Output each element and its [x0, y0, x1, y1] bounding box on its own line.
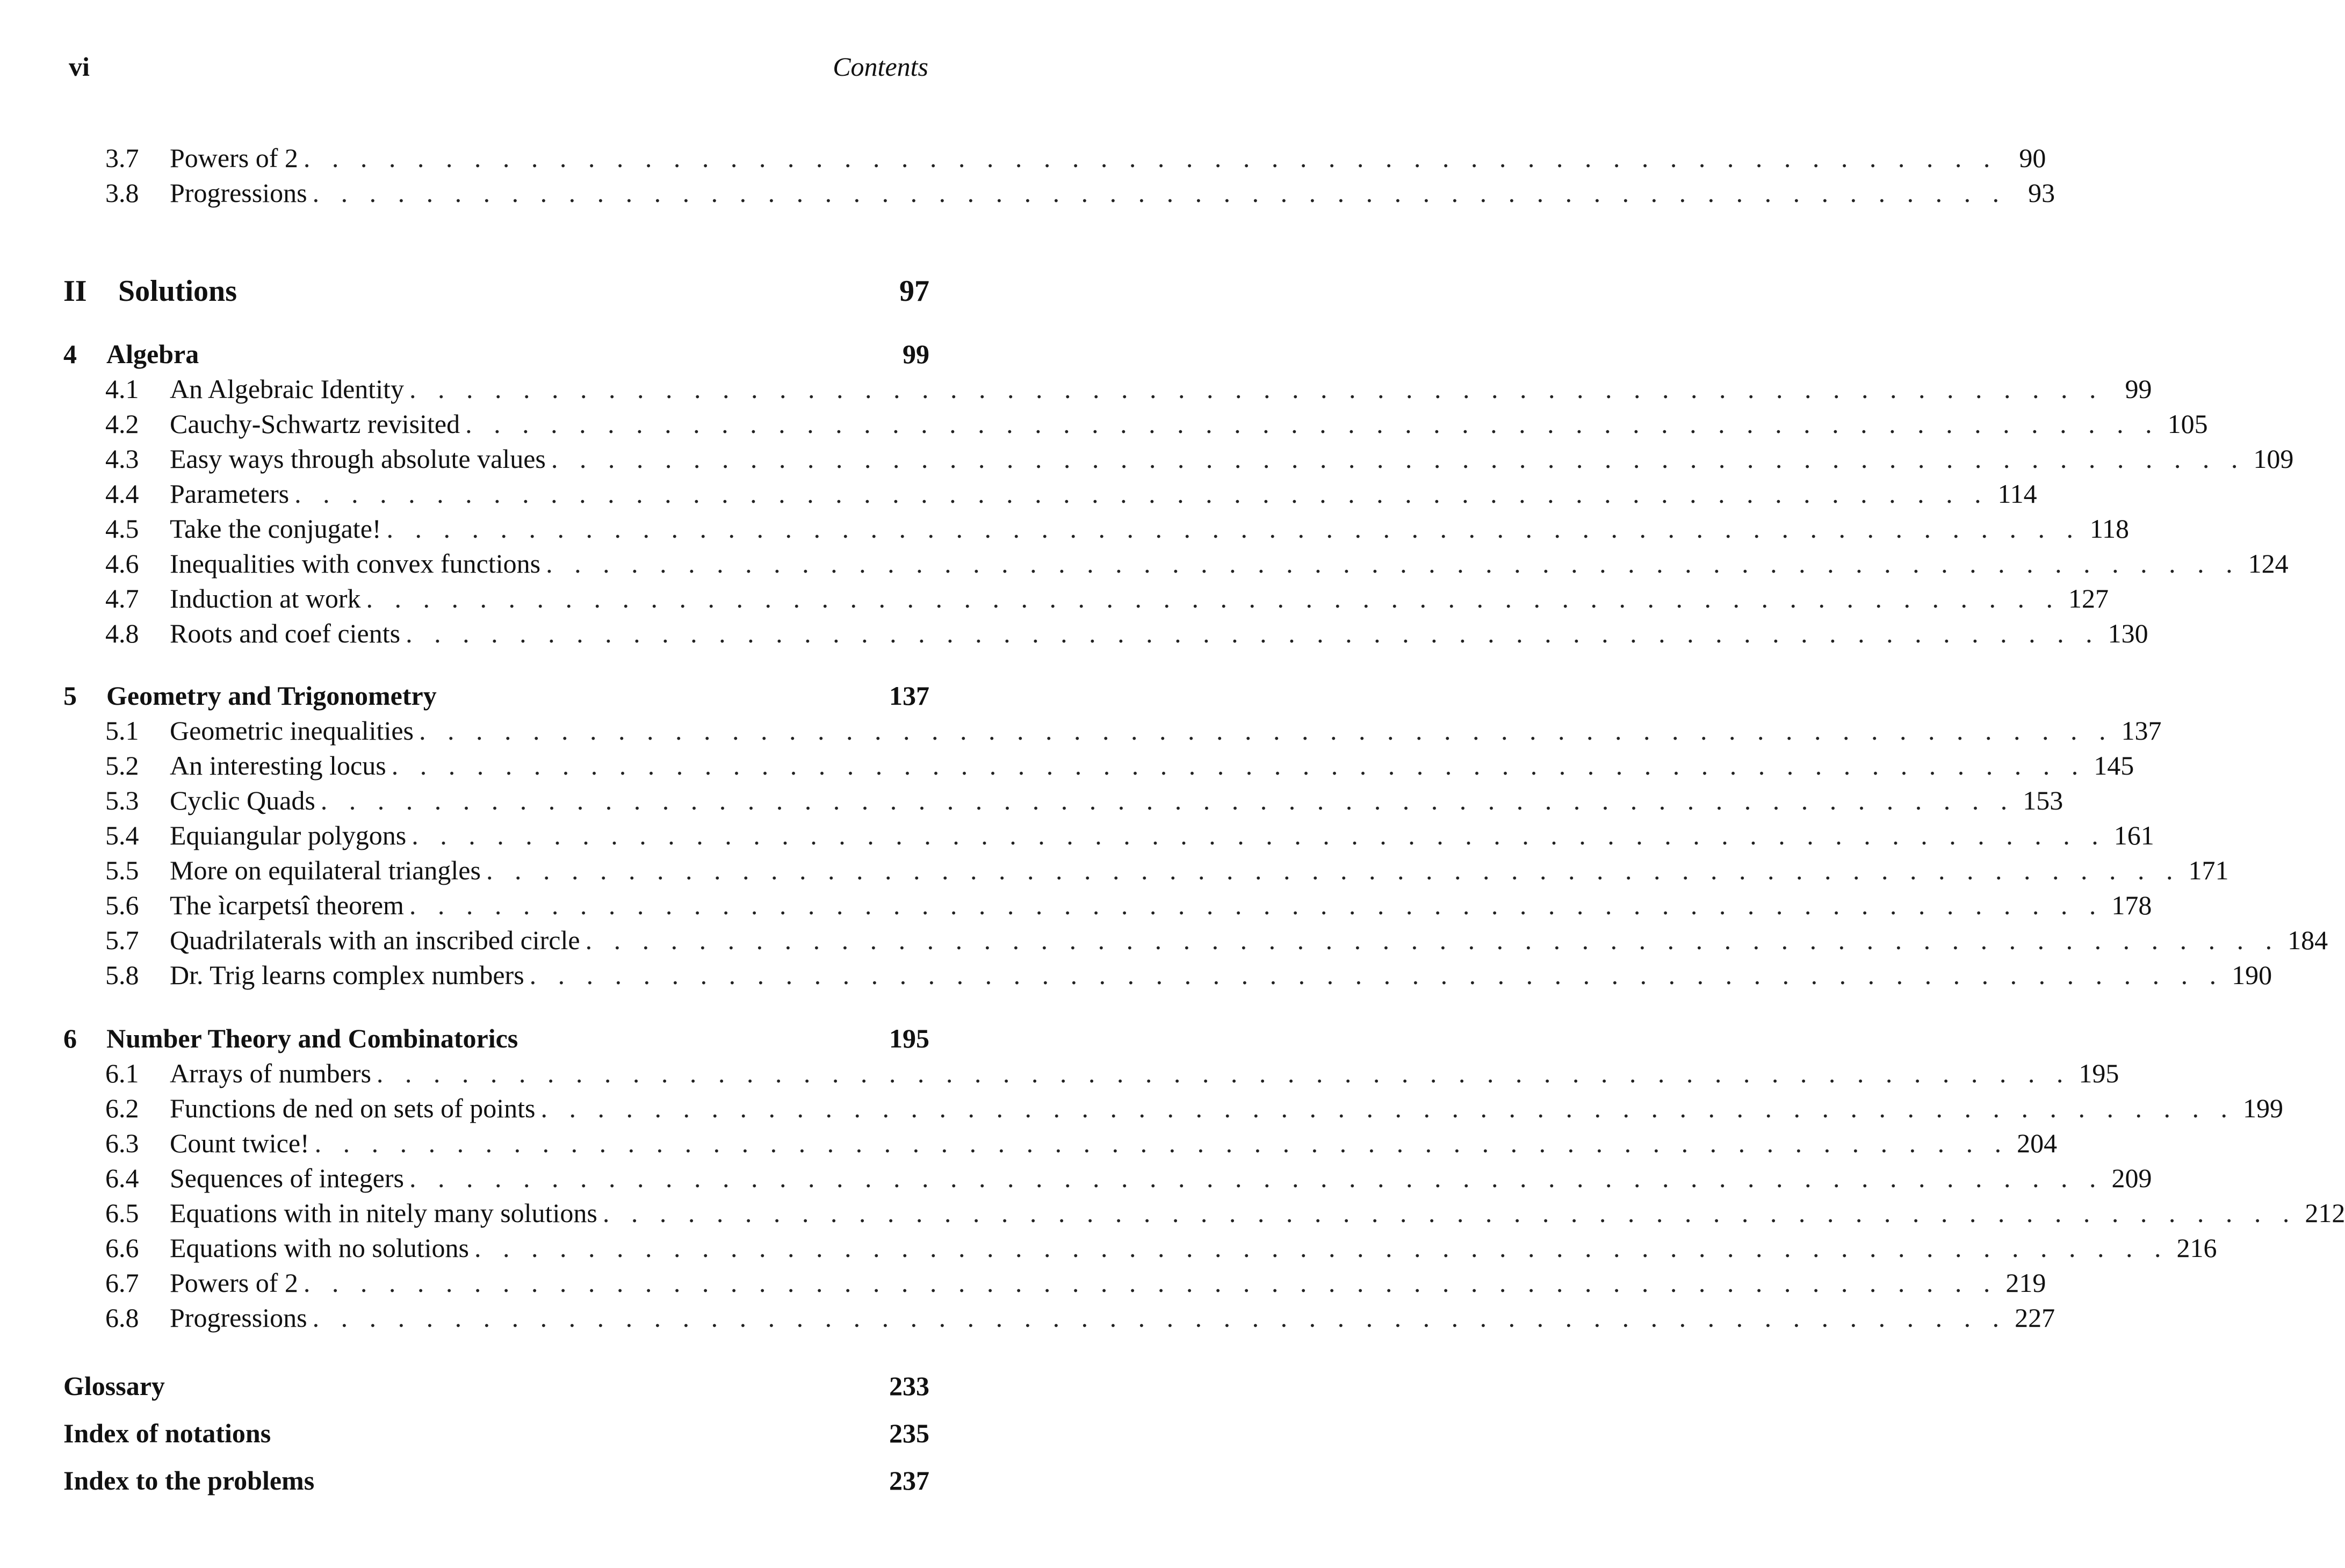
section-number: 6.2: [105, 1093, 139, 1123]
dot-leader: . . . . . . . . . . . . . . . . . . . . . . . . . . . . . . . . . . . . . . . . . . . . . . . . . . . . . . . . . . . .: [386, 514, 2081, 544]
backmatter-title: Index to the problems: [63, 1465, 315, 1495]
dot-leader: . . . . . . . . . . . . . . . . . . . . . . . . . . . . . . . . . . . . . . . . . . . . . . . . . . . . . . . . . . . .: [409, 1163, 2104, 1193]
section-page: 130: [2108, 618, 2148, 648]
section-page: 109: [2253, 444, 2294, 474]
dot-leader: . . . . . . . . . . . . . . . . . . . . . . . . . . . . . . . . . . . . . . . . . . . . . . . . . . . . . . . . . . . .: [314, 1128, 2009, 1158]
page-folio: vi: [69, 52, 90, 82]
section-title: Induction at work: [170, 583, 361, 613]
section-page: 90: [2019, 143, 2046, 173]
dot-leader: . . . . . . . . . . . . . . . . . . . . . . . . . . . . . . . . . . . . . . . . . . . . . . . . . . . . . . . . . . . .: [585, 925, 2280, 955]
dot-leader: . . . . . . . . . . . . . . . . . . . . . . . . . . . . . . . . . . . . . . . . . . . . . . . . . . . . . . . . . . . .: [419, 716, 2113, 746]
toc-chapter-block: [63, 1021, 2345, 1335]
section-title: Functions de ned on sets of points: [170, 1093, 536, 1123]
chapter-page: 137: [889, 681, 929, 711]
backmatter-page: 233: [889, 1371, 929, 1401]
section-title: Count twice!: [170, 1128, 309, 1158]
section-page: 212: [2305, 1198, 2345, 1228]
section-page: 145: [2094, 750, 2134, 781]
section-number: 4.2: [105, 409, 139, 439]
toc-section-entry[interactable]: [63, 581, 2109, 616]
dot-leader: . . . . . . . . . . . . . . . . . . . . . . . . . . . . . . . . . . . . . . . . . . . . . . . . . . . . . . . . . . . .: [486, 855, 2181, 885]
section-page: 153: [2023, 785, 2063, 815]
section-title: Equiangular polygons: [170, 820, 407, 850]
section-title: Powers of 2: [170, 143, 298, 173]
section-page: 190: [2232, 960, 2272, 990]
toc-section-entry[interactable]: [63, 141, 2046, 176]
dot-leader: . . . . . . . . . . . . . . . . . . . . . . . . . . . . . . . . . . . . . . . . . . . . . . . . . . . . . . . . . . . .: [303, 143, 1998, 173]
section-title: The ìcarpetsî theorem: [170, 890, 404, 920]
part-title: Solutions: [118, 274, 237, 308]
chapter-number: 4: [63, 339, 77, 369]
dot-leader: . . . . . . . . . . . . . . . . . . . . . . . . . . . . . . . . . . . . . . . . . . . . . . . . . . . . . . . . . . . .: [465, 409, 2160, 439]
section-title: Geometric inequalities: [170, 716, 414, 746]
section-page: 195: [2079, 1058, 2119, 1088]
toc-backmatter-entry[interactable]: [63, 1457, 929, 1504]
dot-leader: . . . . . . . . . . . . . . . . . . . . . . . . . . . . . . . . . . . . . . . . . . . . . . . . . . . . . . . . . . . .: [294, 479, 1989, 509]
toc-section-entry[interactable]: [63, 748, 2134, 783]
chapter-title: Number Theory and Combinatorics: [106, 1023, 518, 1053]
dot-leader: . . . . . . . . . . . . . . . . . . . . . . . . . . . . . . . . . . . . . . . . . . . . . . . . . . . . . . . . . . . .: [312, 1303, 2007, 1333]
part-number: II: [63, 274, 87, 308]
section-title: Progressions: [170, 178, 307, 208]
toc-section-entry[interactable]: [63, 888, 2152, 923]
section-page: 118: [2089, 514, 2130, 544]
toc-section-entry[interactable]: [63, 923, 2328, 958]
section-number: 6.6: [105, 1233, 139, 1263]
backmatter-page: 237: [889, 1465, 929, 1495]
section-title: Powers of 2: [170, 1268, 298, 1298]
section-page: 124: [2248, 548, 2289, 579]
section-title: Cauchy-Schwartz revisited: [170, 409, 460, 439]
section-page: 219: [2005, 1268, 2046, 1298]
section-number: 5.5: [105, 855, 139, 885]
toc-section-entry[interactable]: [63, 1231, 2217, 1266]
dot-leader: . . . . . . . . . . . . . . . . . . . . . . . . . . . . . . . . . . . . . . . . . . . . . . . . . . . . . . . . . . . .: [409, 890, 2104, 920]
section-title: Parameters: [170, 479, 290, 509]
section-title: Equations with no solutions: [170, 1233, 469, 1263]
toc-section-entry[interactable]: [63, 476, 2037, 511]
section-title: Inequalities with convex functions: [170, 548, 541, 579]
section-page: 216: [2176, 1233, 2217, 1263]
section-title: An Algebraic Identity: [170, 374, 404, 404]
chapter-number: 5: [63, 681, 77, 711]
section-page: 204: [2017, 1128, 2058, 1158]
dot-leader: . . . . . . . . . . . . . . . . . . . . . . . . . . . . . . . . . . . . . . . . . . . . . . . . . . . . . . . . . . . .: [474, 1233, 2169, 1263]
toc-section-entry[interactable]: [63, 1300, 2055, 1335]
section-title: Cyclic Quads: [170, 785, 315, 815]
section-number: 4.7: [105, 583, 139, 613]
dot-leader: . . . . . . . . . . . . . . . . . . . . . . . . . . . . . . . . . . . . . . . . . . . . . . . . . . . . . . . . . . . .: [546, 548, 2240, 579]
section-title: Arrays of numbers: [170, 1058, 371, 1088]
dot-leader: . . . . . . . . . . . . . . . . . . . . . . . . . . . . . . . . . . . . . . . . . . . . . . . . . . . . . . . . . . . .: [412, 820, 2106, 850]
part-page: 97: [899, 274, 929, 308]
toc-chapter-block: [63, 336, 2294, 651]
backmatter-title: Index of notations: [63, 1418, 271, 1448]
section-page: 93: [2028, 178, 2055, 208]
chapter-page: 195: [889, 1023, 929, 1053]
toc-section-entry[interactable]: [63, 616, 2148, 651]
toc-section-entry[interactable]: [63, 713, 2162, 748]
section-title: Sequences of integers: [170, 1163, 404, 1193]
toc-chapter-entry[interactable]: [63, 678, 929, 713]
toc-section-entry[interactable]: [63, 1266, 2046, 1300]
section-number: 3.8: [105, 178, 139, 208]
toc-section-entry[interactable]: [63, 1091, 2284, 1126]
section-number: 4.4: [105, 479, 139, 509]
section-title: Dr. Trig learns complex numbers: [170, 960, 524, 990]
section-page: 227: [2015, 1303, 2055, 1333]
chapter-title: Algebra: [106, 339, 199, 369]
section-number: 6.7: [105, 1268, 139, 1298]
section-page: 199: [2243, 1093, 2284, 1123]
toc-section-entry[interactable]: [63, 818, 2154, 853]
dot-leader: . . . . . . . . . . . . . . . . . . . . . . . . . . . . . . . . . . . . . . . . . . . . . . . . . . . . . . . . . . . .: [366, 583, 2060, 613]
dot-leader: . . . . . . . . . . . . . . . . . . . . . . . . . . . . . . . . . . . . . . . . . . . . . . . . . . . . . . . . . . . .: [312, 178, 2007, 208]
toc-section-entry[interactable]: [63, 1161, 2152, 1196]
toc-section-entry[interactable]: [63, 1126, 2058, 1161]
section-title: Take the conjugate!: [170, 514, 381, 544]
section-title: Equations with in nitely many solutions: [170, 1198, 597, 1228]
section-number: 4.8: [105, 618, 139, 648]
section-title: Quadrilaterals with an inscribed circle: [170, 925, 580, 955]
dot-leader: . . . . . . . . . . . . . . . . . . . . . . . . . . . . . . . . . . . . . . . . . . . . . . . . . . . . . . . . . . . .: [320, 785, 2015, 815]
section-number: 4.1: [105, 374, 139, 404]
toc-section-entry[interactable]: [63, 1056, 2119, 1091]
toc-section-entry[interactable]: [63, 853, 2229, 888]
section-page: 178: [2111, 890, 2152, 920]
toc-section-entry[interactable]: [63, 407, 2208, 442]
section-number: 4.6: [105, 548, 139, 579]
section-title: Roots and coef cients: [170, 618, 401, 648]
section-title: An interesting locus: [170, 750, 386, 781]
toc-section-entry[interactable]: [63, 176, 2055, 211]
section-number: 4.3: [105, 444, 139, 474]
toc-part: [63, 270, 929, 313]
running-head: [69, 50, 928, 83]
toc-section-entry[interactable]: [63, 783, 2063, 818]
chapter-number: 6: [63, 1023, 77, 1053]
dot-leader: . . . . . . . . . . . . . . . . . . . . . . . . . . . . . . . . . . . . . . . . . . . . . . . . . . . . . . . . . . . .: [391, 750, 2086, 781]
dot-leader: . . . . . . . . . . . . . . . . . . . . . . . . . . . . . . . . . . . . . . . . . . . . . . . . . . . . . . . . . . . .: [551, 444, 2246, 474]
toc-section-entry[interactable]: [63, 442, 2294, 476]
toc-section-entry[interactable]: [63, 958, 2272, 993]
section-page: 127: [2068, 583, 2109, 613]
section-title: Progressions: [170, 1303, 307, 1333]
section-number: 5.3: [105, 785, 139, 815]
section-number: 5.1: [105, 716, 139, 746]
section-number: 5.8: [105, 960, 139, 990]
dot-leader: . . . . . . . . . . . . . . . . . . . . . . . . . . . . . . . . . . . . . . . . . . . . . . . . . . . . . . . . . . . .: [406, 618, 2100, 648]
section-number: 5.7: [105, 925, 139, 955]
section-page: 114: [1997, 479, 2037, 509]
toc-section-entry[interactable]: [63, 511, 2130, 546]
running-title: Contents: [833, 52, 928, 82]
toc-backmatter: [63, 1362, 929, 1504]
section-title: More on equilateral triangles: [170, 855, 481, 885]
toc-part-entry[interactable]: [63, 270, 929, 313]
toc-chapter-entry[interactable]: [63, 1021, 929, 1056]
section-number: 5.2: [105, 750, 139, 781]
dot-leader: . . . . . . . . . . . . . . . . . . . . . . . . . . . . . . . . . . . . . . . . . . . . . . . . . . . . . . . . . . . .: [303, 1268, 1998, 1298]
section-page: 161: [2113, 820, 2154, 850]
chapter-title: Geometry and Trigonometry: [106, 681, 437, 711]
dot-leader: . . . . . . . . . . . . . . . . . . . . . . . . . . . . . . . . . . . . . . . . . . . . . . . . . . . . . . . . . . . .: [409, 374, 2104, 404]
backmatter-title: Glossary: [63, 1371, 165, 1401]
toc-section-entry[interactable]: [63, 1196, 2345, 1231]
section-number: 6.5: [105, 1198, 139, 1228]
section-page: 105: [2167, 409, 2208, 439]
section-number: 3.7: [105, 143, 139, 173]
section-page: 184: [2288, 925, 2328, 955]
toc-backmatter-entry[interactable]: [63, 1362, 929, 1410]
toc-backmatter-entry[interactable]: [63, 1410, 929, 1457]
section-number: 4.5: [105, 514, 139, 544]
dot-leader: . . . . . . . . . . . . . . . . . . . . . . . . . . . . . . . . . . . . . . . . . . . . . . . . . . . . . . . . . . . .: [376, 1058, 2071, 1088]
dot-leader: . . . . . . . . . . . . . . . . . . . . . . . . . . . . . . . . . . . . . . . . . . . . . . . . . . . . . . . . . . . .: [529, 960, 2224, 990]
section-number: 6.8: [105, 1303, 139, 1333]
section-page: 99: [2125, 374, 2152, 404]
section-title: Easy ways through absolute values: [170, 444, 546, 474]
section-page: 171: [2188, 855, 2229, 885]
section-page: 209: [2111, 1163, 2152, 1193]
chapter-page: 99: [903, 339, 929, 369]
section-number: 6.3: [105, 1128, 139, 1158]
toc-continued: [63, 141, 2055, 211]
toc-section-entry[interactable]: [63, 372, 2152, 407]
backmatter-page: 235: [889, 1418, 929, 1448]
section-number: 5.6: [105, 890, 139, 920]
section-number: 6.4: [105, 1163, 139, 1193]
section-number: 5.4: [105, 820, 139, 850]
section-page: 137: [2121, 716, 2162, 746]
toc-chapter-block: [63, 678, 2328, 993]
dot-leader: . . . . . . . . . . . . . . . . . . . . . . . . . . . . . . . . . . . . . . . . . . . . . . . . . . . . . . . . . . . .: [602, 1198, 2297, 1228]
toc-chapter-entry[interactable]: [63, 336, 929, 372]
toc-section-entry[interactable]: [63, 546, 2289, 581]
dot-leader: . . . . . . . . . . . . . . . . . . . . . . . . . . . . . . . . . . . . . . . . . . . . . . . . . . . . . . . . . . . .: [540, 1093, 2235, 1123]
section-number: 6.1: [105, 1058, 139, 1088]
